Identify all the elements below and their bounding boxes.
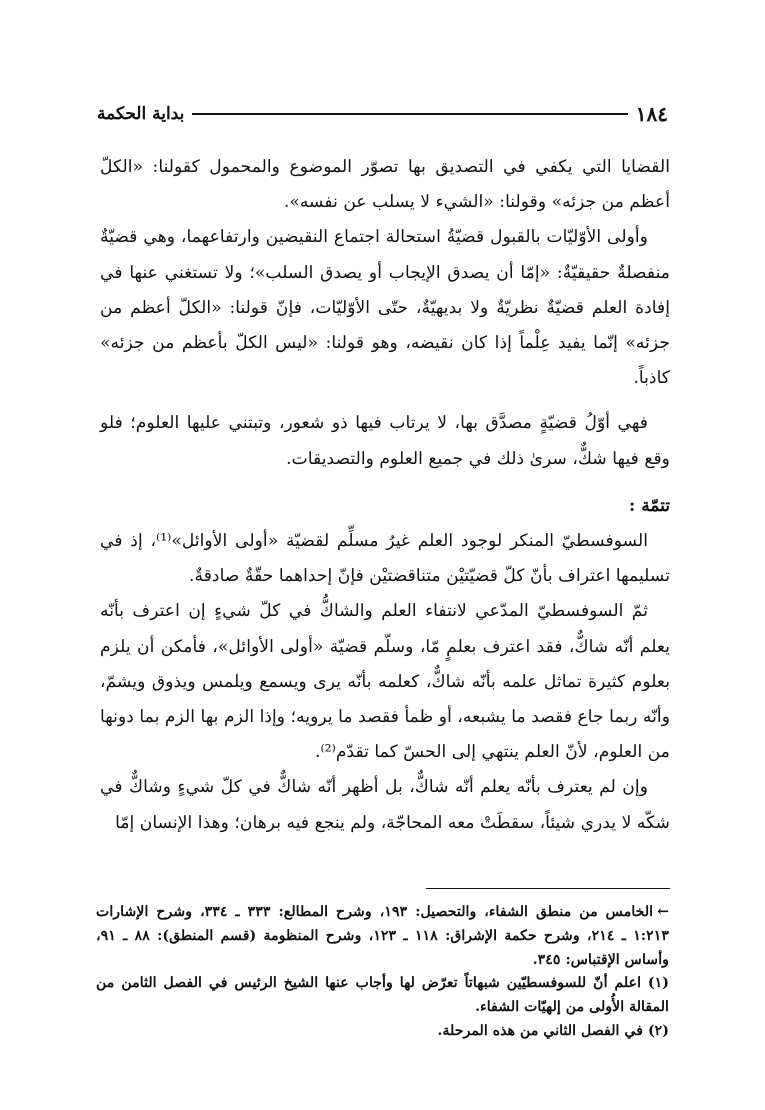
footnote-separator [426,888,670,889]
book-title: بداية الحكمة [97,104,185,124]
paragraph-5: ثمّ السوفسطيّ المدّعي لانتفاء العلم والشاكُّ في كلّ شيءٍ إن اعترف بأنّه يعلم أنّه شاكٌّ، فقد اعترف بعلمٍ مّا، وسلّم قضيّة «أولى الأوائل»، فأمكن أن يلزم بعلوم كثيرة تماثل علمه بأنّه شاكٌّ، كعلمه بأنّه يرى ويسمع ويلمس ويذوق ويشمّ، وأنّه ربما جاع فقصد ما يشبعه، أو ظمأ فقصد ما يرويه؛ وإذا الزم بها الزم بما دونها من العلوم، لأنّ العلم ينتهي إلى الحسّ كما تقدّم⁽²⁾. [100,601,670,763]
arrow-left-icon: ← [657,904,669,920]
paragraph-3: فهي أوّلُ قضيّةٍ مصدَّق بها، لا يرتاب فيها ذو شعور، وتبتني عليها العلوم؛ فلو وقع فيها شكٌّ، سرىٰ ذلك في جميع العلوم والتصديقات. [100,413,670,469]
section-heading: تتمّة : [629,495,670,516]
page-number: ١٨٤ [635,102,668,126]
running-header [97,100,668,128]
main-text [100,150,670,841]
paragraph-4: السوفسطيّ المنكر لوجود العلم غيرُ مسلِّم لقضيّة «أولى الأوائل»⁽¹⁾، إذ في تسليمها اعتراف بأنّ كلّ قضيّتيْن متناقضتيْن فإنّ إحداهما حقّةٌ صادقةٌ. [100,531,670,587]
footnote-continuation-text: الخامس من منطق الشفاء، والتحصيل: ١٩٣، وشرح المطالع: ٣٣٣ ـ ٣٣٤، وشرح الإشارات ١:٢١٣ ـ ٢١٤، وشرح حكمة الإشراق: ١١٨ ـ ١٢٣، وشرح المنظومة (قسم المنطق): ٨٨ ـ ٩١، وأساس الإقتباس: ٣٤٥. [96,904,669,968]
footnote-2: (٢) في الفصل الثاني من هذه المرحلة. [437,1022,669,1039]
paragraph-2: وأولى الأوّليّات بالقبول قضيّةُ استحالة اجتماع النقيضين وارتفاعهما، وهي قضيّةٌ منفصلةٌ حقيقيّةٌ: «إمّا أن يصدق الإيجاب أو يصدق السلب»؛ ولا تستغني عنها في إفادة العلم قضيّةٌ نظريّةٌ ولا بديهيّةٌ، حتّى الأوّليّات، فإنّ قولنا: «الكلّ أعظم من جزئه» إنّما يفيد عِلْماً إذا كان نقيضه، وهو قولنا: «ليس الكلّ بأعظم من جزئه» كاذباً. [100,227,670,389]
footnote-continuation [96,901,669,972]
footnote-1: (١) اعلم أنّ للسوفسطيّين شبهاتاً تعرّض لها وأجاب عنها الشيخ الرئيس في الفصل الثامن من المقالة الأُولى من إلهيّات الشفاء. [96,975,669,1016]
footnotes [96,901,669,1044]
paragraph-6: وإن لم يعترف بأنّه يعلم أنّه شاكٌّ، بل أظهر أنّه شاكٌّ في كلّ شيءٍ وشاكٌّ في شكّه لا يدري شيئاً، سقطَتْ معه المحاجّة، ولم ينجع فيه برهان؛ وهذا الإنسان إمّا [100,777,670,833]
header-rule [192,113,627,115]
paragraph-1: القضايا التي يكفي في التصديق بها تصوّر الموضوع والمحمول كقولنا: «الكلّ أعظم من جزئه» وقولنا: «الشيء لا يسلب عن نفسه». [100,157,670,213]
